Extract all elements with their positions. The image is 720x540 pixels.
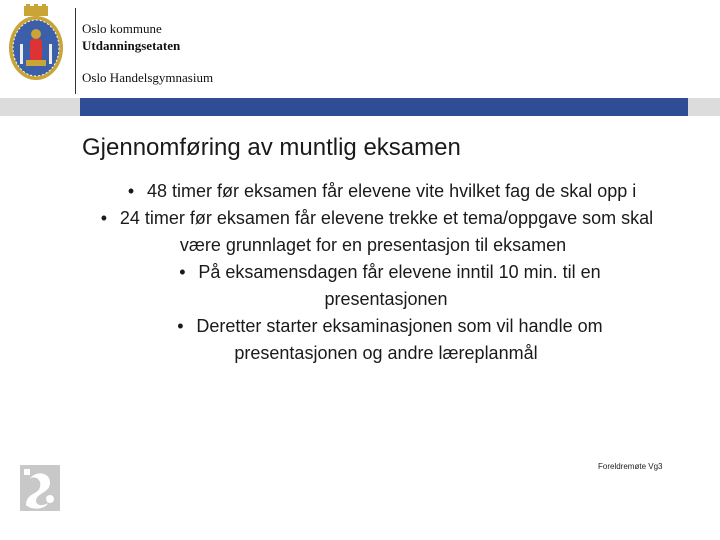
bullet-item xyxy=(80,313,692,367)
bullet-dot: • xyxy=(177,316,184,336)
bullet-dot: • xyxy=(127,181,135,201)
bullet-item xyxy=(80,178,692,205)
slide-title: Gjennomføring av muntlig eksamen xyxy=(82,134,461,161)
bullet-dot: • xyxy=(100,208,108,228)
bullet-text: Deretter starter eksaminasjonen som vil handle om presentasjonen og andre læreplanmål xyxy=(196,316,603,363)
bullet-text: 24 timer før eksamen får elevene trekke et tema/oppgave som skal være grunnlaget for en presentasjon til eksamen xyxy=(119,208,654,255)
bullet-item xyxy=(80,205,692,259)
header-band-left xyxy=(0,98,80,116)
oslo-seal-icon xyxy=(6,4,66,84)
header-band-right xyxy=(688,98,720,116)
header-divider xyxy=(75,8,76,94)
school-name: Oslo Handelsgymnasium xyxy=(82,70,214,85)
bullet-dot: • xyxy=(179,262,186,282)
bullet-list xyxy=(80,178,692,367)
bullet-text: 48 timer før eksamen får elevene vite hvilket fag de skal opp i xyxy=(147,181,637,201)
school-emblem-icon xyxy=(20,465,60,511)
header-band xyxy=(80,98,688,116)
org-department: Utdanningsetaten xyxy=(82,38,181,53)
footer-text: Foreldremøte Vg3 xyxy=(598,462,663,471)
org-name: Oslo kommune xyxy=(82,21,162,36)
bullet-item xyxy=(80,259,692,313)
bullet-text: På eksamensdagen får elevene inntil 10 min. til en presentasjonen xyxy=(198,262,601,309)
